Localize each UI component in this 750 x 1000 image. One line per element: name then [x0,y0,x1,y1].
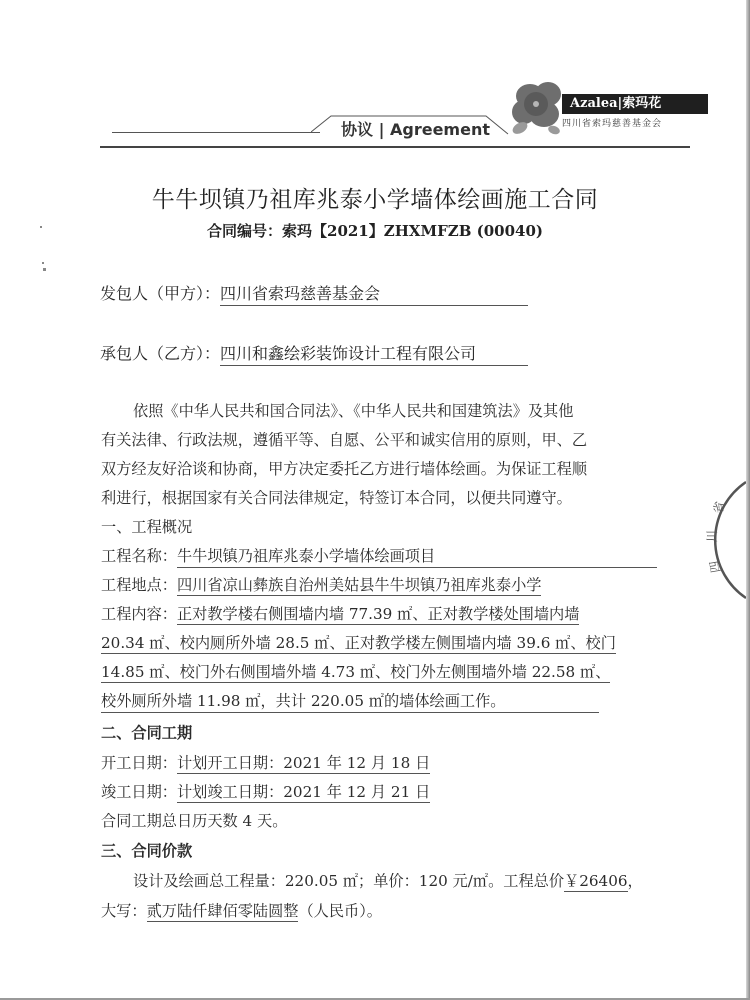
price-row [133,870,643,892]
svg-text:省: 省 [711,500,728,515]
capital-amount-row [101,900,382,922]
capital-amount-suffix: （人民币）。 [298,902,382,920]
header-rule-lower [100,146,690,148]
preamble-line: 依照《中华人民共和国合同法》、《中华人民共和国建筑法》及其他 [133,402,574,420]
duration-text: 合同工期总日历天数 4 天。 [101,812,288,830]
end-date-label: 竣工日期： [101,783,177,801]
project-content-row [101,603,579,625]
section-3-heading: 三、合同价款 [101,842,193,860]
logo-subtitle: 四川省索玛慈善基金会 [562,119,663,129]
preamble-line: 有关法律、行政法规，遵循平等、自愿、公平和诚实信用的原则，甲、乙 [101,431,587,449]
project-name-value: 牛牛坝镇乃祖库兆泰小学墙体绘画项目 [177,545,657,568]
header-agreement-tab [311,113,511,139]
capital-amount-value: 贰万陆仟肆佰零陆圆整 [146,902,299,920]
party-b-label: 承包人（乙方）： [100,344,221,363]
capital-amount-label: 大写： [101,902,147,920]
foundation-logo [510,78,715,140]
project-content-label: 工程内容： [101,605,177,623]
price-text: 设计及绘画总工程量：220.05 ㎡；单价：120 元/㎡。工程总价 [133,872,565,890]
project-content-line: 20.34 ㎡、校内厕所外墙 28.5 ㎡、正对教学楼左侧围墙内墙 39.6 ㎡、校门 [101,634,616,652]
project-content-row-3 [101,661,610,683]
start-date-row [101,752,430,774]
preamble-line: 双方经友好洽谈和协商，甲方决定委托乙方进行墙体绘画。为保证工程顺 [101,460,587,478]
logo-banner: Azalea|索玛花 [562,94,708,114]
party-b [100,341,528,366]
project-location-label: 工程地点： [101,576,177,594]
header-tab-label: 协议 | Agreement [341,120,490,139]
project-name-label: 工程名称： [101,547,177,565]
start-date-label: 开工日期： [101,754,177,772]
header-rule-upper [112,132,320,133]
project-name-row [101,545,657,567]
document-title: 牛牛坝镇乃祖库兆泰小学墙体绘画施工合同 [151,187,599,213]
section-1-heading: 一、工程概况 [101,518,193,536]
partial-seal-stamp [700,480,746,600]
svg-text:四: 四 [707,559,723,574]
seal-arc [700,480,746,600]
total-price-suffix: ， [627,872,643,890]
project-location-row [101,574,541,596]
contract-number: 合同编号：索玛【2021】ZHXMFZB (00040) [207,222,543,240]
party-a [100,281,528,306]
project-content-line: 正对教学楼右侧围墙内墙 77.39 ㎡、正对教学楼处围墙内墙 [176,605,580,623]
end-date-value: 计划竣工日期：2021 年 12 月 21 日 [176,783,431,801]
party-b-value: 四川和鑫绘彩装饰设计工程有限公司 [220,341,528,366]
project-content-row-4 [101,690,599,712]
project-content-row-2 [101,632,616,654]
total-price-value: ￥26406 [564,872,628,890]
project-content-line: 14.85 ㎡、校门外右侧围墙外墙 4.73 ㎡、校门外左侧围墙外墙 22.58 ㎡、 [101,663,611,681]
section-2-heading: 二、合同工期 [101,724,193,742]
svg-text:川: 川 [705,529,719,542]
start-date-value: 计划开工日期：2021 年 12 月 18 日 [176,754,431,772]
end-date-row [101,781,430,803]
party-a-label: 发包人（甲方）： [100,284,221,303]
project-content-line: 校外厕所外墙 11.98 ㎡，共计 220.05 ㎡的墙体绘画工作。 [101,690,599,713]
preamble-line: 利进行，根据国家有关合同法律规定，特签订本合同，以便共同遵守。 [101,489,572,507]
project-location-value: 四川省凉山彝族自治州美姑县牛牛坝镇乃祖库兆泰小学 [176,576,542,594]
azalea-flower-icon [510,78,570,140]
page-edge-right [746,0,750,1000]
party-a-value: 四川省索玛慈善基金会 [220,281,528,306]
